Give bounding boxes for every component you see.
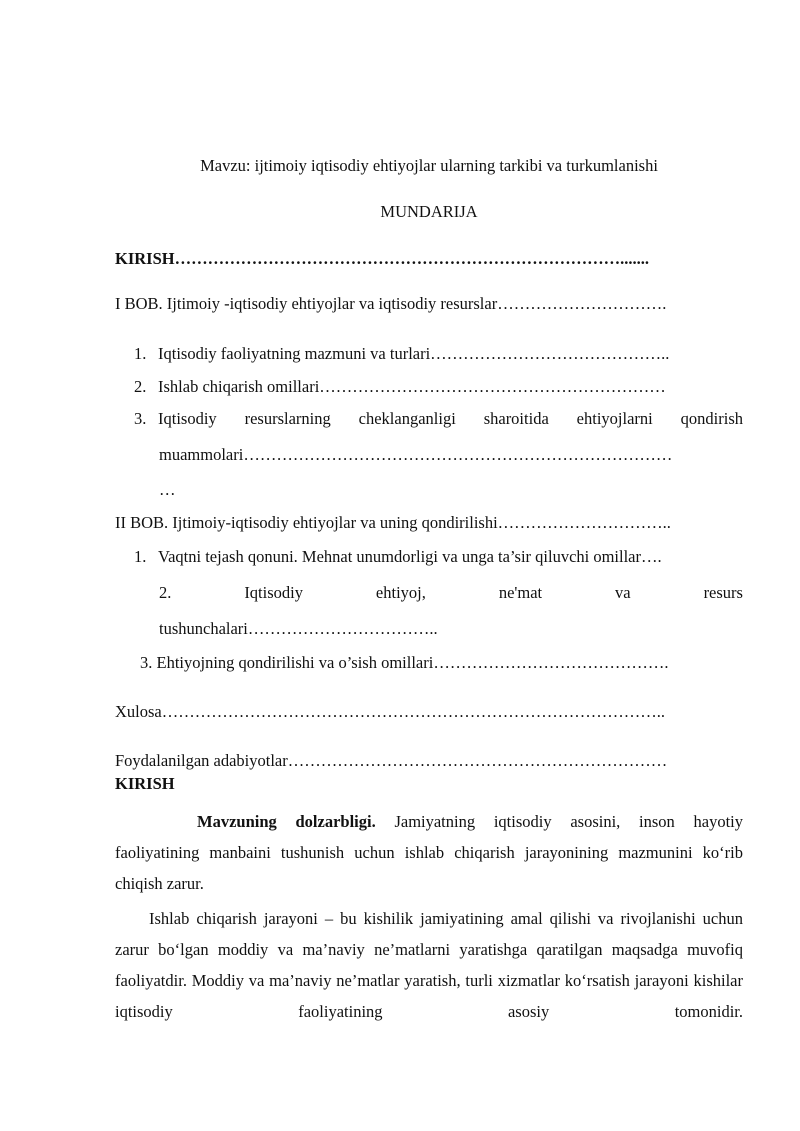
toc-word: ne'mat xyxy=(498,583,543,602)
toc-item-text: Iqtisodiy faoliyatning mazmuni va turlari…………………………………….. xyxy=(158,344,670,363)
toc-bob1-item-3-cont2: … xyxy=(159,480,176,499)
toc-bob2: II BOB. Ijtimoiy-iqtisodiy ehtiyojlar va uning qondirilishi………………………….. xyxy=(115,513,671,532)
toc-word: ehtiyoj, xyxy=(375,583,426,602)
toc-bob2-item-2 xyxy=(159,583,743,603)
paragraph-lead: Mavzuning dolzarbligi. xyxy=(197,812,376,831)
toc-word: Iqtisodiy xyxy=(244,583,303,602)
toc-item-number: 3. xyxy=(134,409,147,428)
toc-title: MUNDARIJA xyxy=(380,202,478,221)
toc-item-number: 1. xyxy=(134,344,147,363)
toc-item-text: Vaqtni tejash qonuni. Mehnat unumdorligi va unga ta’sir qiluvchi omillar…. xyxy=(158,547,662,566)
intro-paragraph-2: Ishlab chiqarish jarayoni – bu kishilik jamiyatining amal qilishi va rivojlanishi uchun zarur bo‘lgan moddiy va ma’naviy ne’matlarni yaratishga qaratilgan maqsadga muvofiq faoliyatdir. Moddiy va ma’naviy ne’matlar yaratish, turli xizmatlar ko‘rsatish jarayoni kishilar iqtisodiy faoliyatining asosiy tomonidir. xyxy=(115,909,743,1021)
toc-bob1: I BOB. Ijtimoiy -iqtisodiy ehtiyojlar va iqtisodiy resurslar…………………………. xyxy=(115,294,667,313)
toc-item-text: Iqtisodiy resurslarning cheklanganligi sharoitida ehtiyojlarni qondirish xyxy=(158,409,743,428)
toc-bob2-item-1 xyxy=(134,547,743,567)
toc-bob1-item-3 xyxy=(134,409,743,429)
toc-bob1-item-1 xyxy=(134,344,743,364)
toc-kirish: KIRISH………………………………………………………………………....... xyxy=(115,249,649,268)
toc-word: resurs xyxy=(703,583,743,602)
topic-title: Mavzu: ijtimoiy iqtisodiy ehtiyojlar ularning tarkibi va turkumlanishi xyxy=(200,156,658,175)
toc-item-text: Ishlab chiqarish omillari……………………………………………………… xyxy=(158,377,666,396)
paragraph-text: Jamiyatning iqtisodiy asosini, inson hayotiy faoliyatining manbaini tushunish uchun ishlab chiqarish jarayonining mazmunini ko‘rib chiqish zarur. xyxy=(115,812,743,893)
toc-item-number: 1. xyxy=(134,547,147,566)
toc-bob2-item-2-cont: tushunchalari…………………………….. xyxy=(159,619,438,638)
section-title: KIRISH xyxy=(115,774,175,793)
toc-word: 2. xyxy=(159,583,172,602)
toc-item-number: 2. xyxy=(134,377,147,396)
toc-bob2-item-3: 3. Ehtiyojning qondirilishi va o’sish omillari……………………………………. xyxy=(140,653,669,672)
intro-paragraph-1 xyxy=(115,806,743,899)
toc-bob1-item-3-cont: muammolari…………………………………………………………………… xyxy=(159,445,673,464)
toc-bob1-item-2 xyxy=(134,377,743,397)
toc-adabiyotlar: Foydalanilgan adabiyotlar…………………………………………………………… xyxy=(115,751,668,770)
toc-xulosa: Xulosa……………………………………………………………………………….. xyxy=(115,702,665,721)
toc-word: va xyxy=(615,583,631,602)
